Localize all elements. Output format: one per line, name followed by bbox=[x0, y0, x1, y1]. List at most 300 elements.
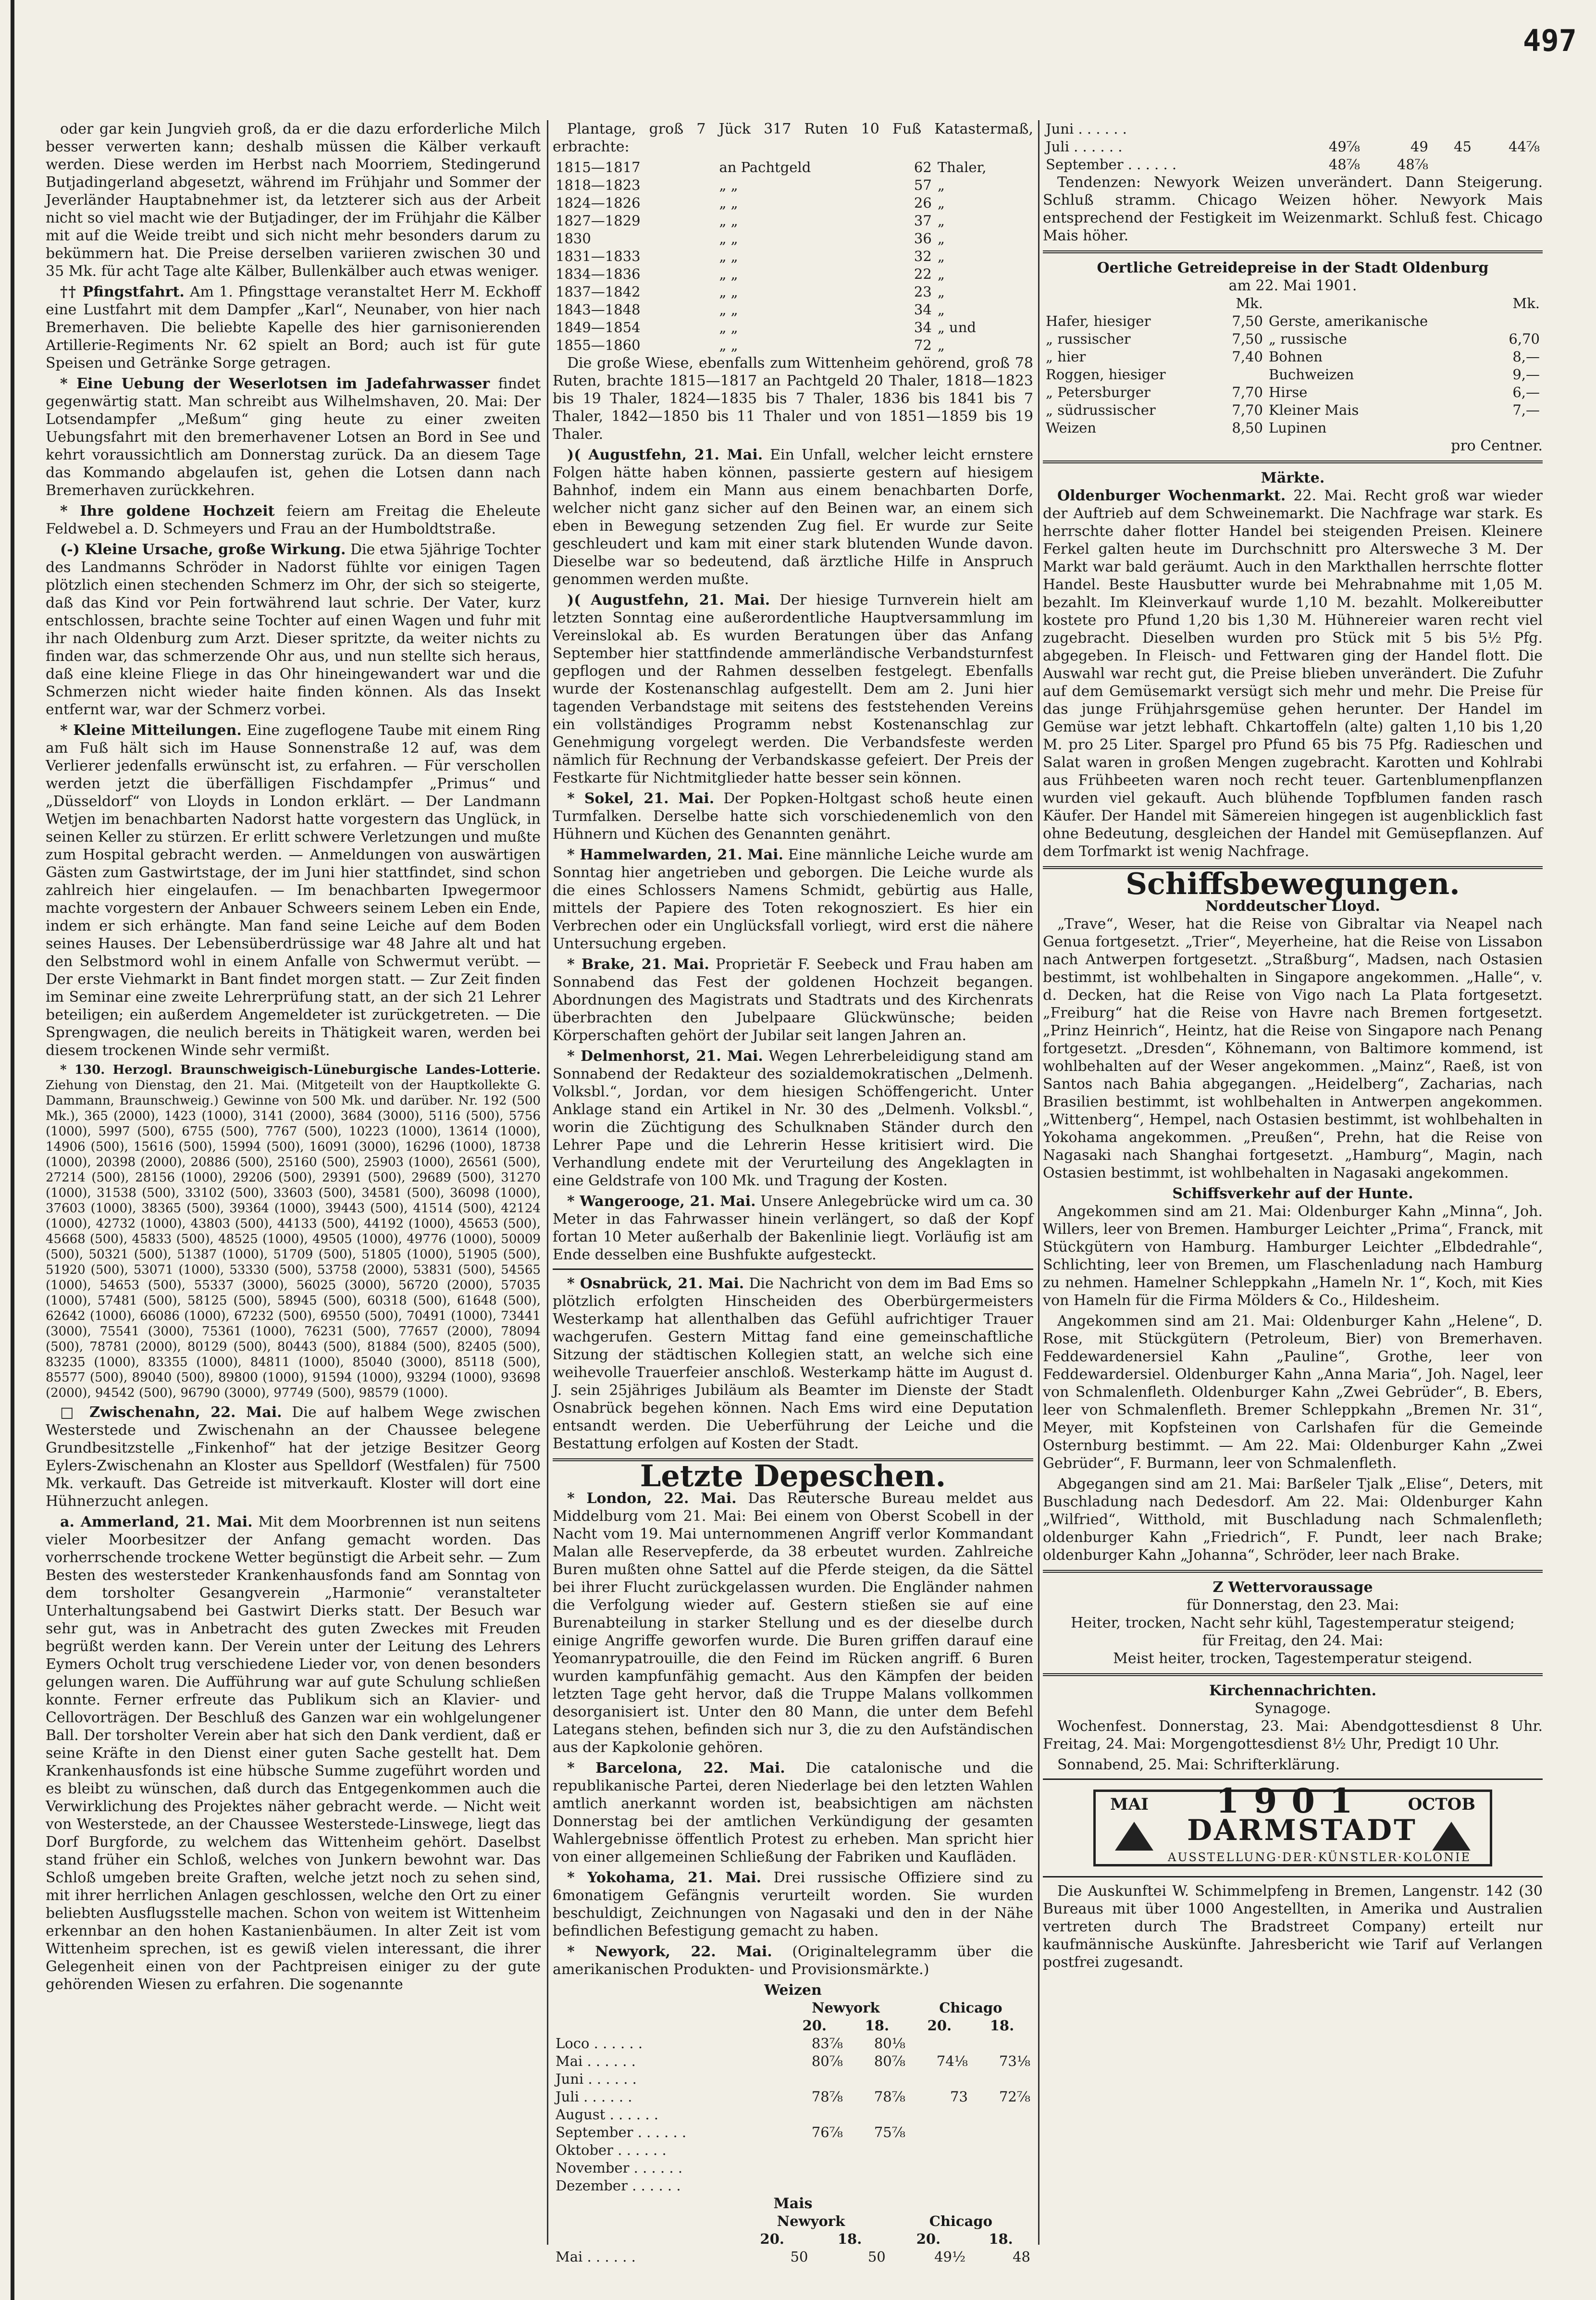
table-cell: 83⅞ bbox=[811, 2035, 843, 2051]
table-row bbox=[1043, 366, 1543, 384]
weizen-table bbox=[553, 1999, 1033, 2195]
table-cell bbox=[1043, 295, 1215, 312]
table-cell: 80⅞ bbox=[811, 2053, 843, 2069]
table-cell bbox=[553, 2017, 783, 2035]
subsection-title: Schiffsverkehr auf der Hunte. bbox=[1172, 1185, 1413, 1202]
table-cell: 22 bbox=[914, 266, 932, 282]
column-rule bbox=[547, 120, 548, 2245]
table-row bbox=[553, 176, 1033, 194]
article bbox=[46, 283, 541, 372]
article-text: Proprietär F. Seebeck und Frau haben am Sonnabend das Fest der goldenen Hochzeit begangen. Abordnungen des Magistrats und Stadtrats und des Kirchenrats überbrachten den Jubelpaare Glückwünsche; beiden Körperschaften gehört der Jubilar seit langen Jahren an. bbox=[553, 956, 1034, 1044]
table-cell: Roggen, hiesiger bbox=[1046, 366, 1166, 383]
article-text: Tendenzen: Newyork Weizen unverändert. Dann Steigerung. Schluß stramm. Chicago Weizen höher. Newyork Mais entsprechend der Festigkeit im Weizenmarkt. Schluß fest. Chicago Mais höher. bbox=[1043, 174, 1543, 244]
table-cell: November . . . . . . bbox=[556, 2160, 683, 2176]
mais-table bbox=[553, 2213, 1033, 2266]
article-text: Die große Wiese, ebenfalls zum Wittenheim gehörend, groß 78 Ruten, brachte 1815—1817 an Pachtgeld 20 Thaler, 1818—1823 bis 19 Thaler, 1824—1835 bis 7 Thaler, 1836 bis 1841 bis 7 Thaler, 1842—1850 bis 11 Thaler und von 1851—1859 bis 19 Thaler. bbox=[553, 355, 1033, 443]
table-header-row bbox=[553, 2230, 1033, 2248]
table-cell: August . . . . . . bbox=[556, 2106, 659, 2123]
table-cell: 34 bbox=[914, 301, 932, 318]
getreide-footnote: pro Centner. bbox=[1451, 437, 1543, 454]
triangle-icon bbox=[1115, 1822, 1153, 1851]
table-header-row bbox=[553, 2017, 1033, 2035]
table-cell bbox=[553, 1999, 783, 2017]
table-cell bbox=[783, 2141, 846, 2159]
table-cell: „ „ bbox=[719, 284, 738, 300]
table-cell: „ russischer bbox=[1046, 331, 1131, 347]
article-text: Die Nachricht von dem im Bad Ems so plötzlich erfolgten Hinscheiden des Oberbürgermeisters Westerkamp hat allenthalben das Gefühl aufrichtiger Trauer wachgerufen. Gestern Mittag fand eine gemeinschaftliche Sitzung der städtischen Kollegien statt, an welche sich eine weihevolle Trauerfeier anschloß. Westerkamp hätte im August d. J. sein 25jähriges Jubiläum als Beamter im Dienste der Stadt Osnabrück begehen können. Nach Ems wird eine Deputation entsandt werden. Die Ueberführung der Leiche und die Bestattung erfolgen auf Kosten der Stadt. bbox=[553, 1275, 1033, 1452]
article-text: Abgegangen sind am 21. Mai: Barßeler Tjalk „Elise“, Deters, mit Buschladung nach Dedesdorf. Am 22. Mai: Oldenburger Kahn „Wilfried“, Witthold, mit Buschladung nach Schmalenfleth; oldenburger Kahn „Friedrich“, F. Pundt, leer nach Brake; oldenburger Kahn „Johanna“, Schröder, leer nach Brake. bbox=[1043, 1476, 1543, 1564]
article-text: Ziehung von Dienstag, den 21. Mai. (Mitgeteilt von der Hauptkollekte G. Dammann, Braunschweig.) Gewinne von 500 Mk. und darüber. Nr. 192 (500 Mk.), 365 (2000), 1423 (1000), 3141 (2000), 3684 (3000), 5116 (500), 5756 (1000), 5997 (500), 6755 (500), 7767 (500), 10223 (1000), 13614 (1000), 14906 (500), 15616 (500), 15994 (500), 16091 (3000), 16296 (1000), 18738 (1000), 20398 (2000), 20886 (500), 25160 (500), 25903 (1000), 26561 (500), 27214 (500), 28156 (1000), 29206 (500), 29391 (500), 29689 (500), 31270 (1000), 31538 (500), 33102 (500), 33603 (500), 34581 (500), 36098 (1000), 37603 (1000), 38365 (500), 39364 (1000), 39443 (500), 41514 (500), 42124 (1000), 42732 (1000), 43803 (500), 44133 (500), 44192 (1000), 45653 (500), 45668 (500), 45833 (500), 48525 (1000), 49505 (1000), 49776 (1000), 50009 (500), 50321 (500), 51387 (1000), 51709 (500), 51805 (1000), 51905 (500), 51920 (500), 53071 (1000), 53330 (500), 53758 (2000), 53831 (500), 54565 (1000), 54653 (500), 55337 (3000), 56025 (3000), 56720 (2000), 57035 (1000), 57481 (500), 58125 (500), 58945 (500), 60318 (500), 61648 (500), 62642 (1000), 66086 (1000), 67232 (500), 69550 (500), 70491 (1000), 73441 (3000), 75541 (3000), 75361 (1000), 76231 (500), 77657 (2000), 78094 (500), 78781 (2000), 80129 (500), 80443 (500), 81884 (500), 82405 (500), 83235 (1000), 83355 (1000), 84811 (1000), 85040 (3000), 85118 (500), 85577 (500), 89040 (500), 89800 (1000), 91594 (1000), 93294 (1000), 93698 (2000), 94542 (500), 96790 (3000), 97749 (500), 98579 (1000). bbox=[46, 1078, 541, 1400]
table-cell: Gerste, amerikanische bbox=[1268, 313, 1428, 329]
table-cell: „ bbox=[937, 266, 945, 282]
article-text: Mit dem Moorbrennen ist nun seitens vieler Moorbesitzer der Anfang gemacht worden. Das vorherrschende trockene Wetter begünstigt die Arbeit sehr. — Zum Besten des westersteder Krankenhausfonds fand am Sonntag von dem torsholter Gesangverein „Harmonie“ veranstalteter Unterhaltungsabend bei Gastwirt Dierks statt. Der Besuch war sehr gut, was in Anbetracht des guten Zweckes mit Freuden begrüßt werden kann. Der Verein unter der Leitung des Lehrers Eymers Ocholt trug verschiedene Lieder vor, von denen besonders gelungen waren. Die Aufführung war auf gute Schulung schließen konnte. Ferner erfreute das Publikum sich an Klavier- und Cellovorträgen. Der Beschluß des Ganzen war ein wohlgelungener Ball. Der torsholter Verein aber hat sich den Dank verdient, daß er seine Kräfte in den Dienst einer guten Sache gestellt hat. Dem Krankenhausfonds ist eine hübsche Summe zugeführt worden und es bleibt zu wünschen, daß durch das Entgegenkommen auch die Verwirklichung des Projektes näher gebracht werde. — Nicht weit von Westerstede, an der Chaussee Westerstede-Linswege, liegt das Dorf Burgforde, zu welchem das Wittenheim gehört. Daselbst stand früher ein Schloß, welches von Junkern bewohnt war. Das Schloß umgeben breite Graften, welche jetzt noch zu sehen sind, mit ihrer herrlichen Anlagen geschlossen, welche den Ort zu einer beliebten Ausflugsstelle machen. Schon von weitem ist Wittenheim erkennbar an den hohen Kastanienbäumen. In alter Zeit ist vom Wittenheim sprechen, ist es gewiß vielen interessant, die ihrer Gelegenheit einen von der Pachtpreisen einiger zu der gute gehörenden Wiesen zu erfahren. Die sogenannte bbox=[46, 1514, 541, 1993]
table-cell bbox=[783, 2159, 846, 2177]
weather-line: Heiter, trocken, Nacht sehr kühl, Tagestemperatur steigend; bbox=[1071, 1615, 1515, 1631]
table-cell: 6,70 bbox=[1509, 331, 1540, 347]
section-title: Letzte Depeschen. bbox=[640, 1458, 946, 1493]
table-cell: 8,50 bbox=[1232, 420, 1263, 436]
table-cell: 32 bbox=[914, 248, 932, 264]
table-cell: Hafer, hiesiger bbox=[1046, 313, 1151, 329]
article bbox=[553, 790, 1033, 843]
article-text: (Originaltelegramm über die amerikanischen Produkten- und Provisionsmärkte.) bbox=[553, 1943, 1033, 1978]
table-row bbox=[1043, 120, 1543, 138]
table-cell: 1837—1842 bbox=[556, 284, 641, 300]
article-heading: * London, 22. Mai. bbox=[567, 1490, 737, 1507]
table-cell: 1830 bbox=[556, 230, 591, 247]
table-cell: Lupinen bbox=[1268, 420, 1327, 436]
table-cell: „ Petersburger bbox=[1046, 384, 1151, 400]
mais-continued-table bbox=[1043, 120, 1543, 174]
table-header: 20. bbox=[916, 2231, 941, 2247]
article-text: Eine männliche Leiche wurde am Sonntag hier angetrieben und geborgen. Die Leiche wurde als die eines Schlossers Namens Schmidt, gebürtig aus Halle, mittels der Papiere des Toten rekognosziert. Es hier ein Verbrechen oder ein Unglücksfall vorliegt, wird erst die nähere Untersuchung ergeben. bbox=[553, 846, 1033, 952]
table-cell: 49 bbox=[1410, 138, 1428, 155]
article-text: Eine zugeflogene Taube mit einem Ring am Fuß hält sich im Hause Sonnenstraße 12 auf, was dem Verlierer jedenfalls erwünscht ist, zu erfahren. — Für verschollen werden jetzt die überfälligen Fischdampfer „Primus“ und „Düsseldorf“ von Lloyds in London erklärt. — Der Landmann Wetjen im benachbarten Nadorst hatte vorgestern das Unglück, in seinen Keller zu stürzen. Er erlitt schwere Verletzungen und mußte zum Hospital gebracht werden. — Anmeldungen von auswärtigen Gästen zum Gastwirtstage, der im Juni hier stattfindet, sind schon zahlreich hier eingelaufen. — Im benachbarten Ipwegermoor machte vorgestern der Anbauer Schweers seinem Leben ein Ende, indem er sich erhängte. Man fand seine Leiche auf dem Boden seines Hauses. Der Lebensüberdrüssige war 48 Jahre alt und hat den Selbstmord wohl in einem Anfalle von Schwermut verübt. — Der erste Viehmarkt in Bant findet morgen statt. — Zur Zeit finden im Seminar eine zweite Lehrerprüfung statt, an der sich 21 Lehrer beteiligen; ein außerdem Angemeldeter ist zurückgetreten. — Die Sprengwagen, die neulich bereits in Thätigkeit waren, werden bei diesem trockenen Winde sehr vermißt. bbox=[46, 722, 541, 1059]
table-cell bbox=[1363, 120, 1431, 138]
table-row bbox=[1043, 138, 1543, 156]
table-cell: „ bbox=[937, 177, 945, 193]
table-row bbox=[1043, 330, 1543, 348]
table-cell: „ „ bbox=[719, 319, 738, 336]
table-cell bbox=[1215, 366, 1266, 384]
table-cell: Loco . . . . . . bbox=[556, 2035, 643, 2051]
article-text: Unsere Anlegebrücke wird um ca. 30 Meter in das Fahrwasser hinein verlängert, so daß der Kopf fortan 10 Meter außerhalb der Bakenlinie liegt. Vorläufig ist am Ende desselben eine Bushfukte aufgesteckt. bbox=[553, 1193, 1033, 1263]
table-cell: 72⅞ bbox=[999, 2089, 1030, 2105]
table-cell bbox=[908, 2159, 971, 2177]
table-cell bbox=[846, 2070, 908, 2088]
table-cell bbox=[1492, 312, 1543, 330]
article-text: Plantage, groß 7 Jück 317 Ruten 10 Fuß Katastermaß, erbrachte: bbox=[553, 121, 1033, 155]
article-heading: * Kleine Mitteilungen. bbox=[60, 722, 242, 739]
article-heading: * Sokel, 21. Mai. bbox=[567, 790, 715, 807]
logo-text: MAI bbox=[1110, 1795, 1149, 1814]
table-row bbox=[553, 2141, 1033, 2159]
table-cell: „ hier bbox=[1046, 348, 1086, 365]
table-cell bbox=[783, 2106, 846, 2124]
table-cell: 9,— bbox=[1512, 366, 1540, 383]
table-cell bbox=[1431, 156, 1474, 174]
table-cell bbox=[1266, 295, 1492, 312]
table-cell bbox=[1295, 120, 1363, 138]
article-text: Wegen Lehrerbeleidigung stand am Sonnabend der Redakteur des sozialdemokratischen „Delmenh. Volksbl.“, Jordan, vor dem hiesigen Schöffengericht. Unter Anklage stand ein Artikel in Nr. 30 des „Delmenh. Volksbl.“, worin die Züchtigung des Schulknaben Ständer durch den Lehrer Pape und die Lehrerin Hesse kritisiert wird. Die Verhandlung endete mit der Verurteilung des Angeklagten in eine Geldstrafe von 100 Mk. und Tragung der Kosten. bbox=[553, 1048, 1033, 1189]
table-row bbox=[1043, 384, 1543, 401]
table-cell: 34 bbox=[914, 319, 932, 336]
table-cell bbox=[908, 2141, 971, 2159]
table-header: 20. bbox=[927, 2017, 952, 2034]
article-text: „Trave“, Weser, hat die Reise von Gibraltar via Neapel nach Genua fortgesetzt. „Trier“, Meyerheine, hat die Reise von Lissabon nach Antwerpen fortgesetzt. „Straßburg“, Madsen, nach Ostasien bestimmt, ist wohlbehalten in Singapore angekommen. „Halle“, v. d. Decken, hat die Reise von Vigo nach La Plata fortgesetzt. „Freiburg“ hat die Reise von Havre nach Bremen fortgesetzt. „Prinz Heinrich“, Heintz, hat die Reise von Singapore nach Penang fortgesetzt. „Dresden“, Köhnemann, von Baltimore kommend, ist wohlbehalten auf der Weser angekommen. „Mainz“, Raeß, ist von Santos nach Bahia abgegangen. „Heidelberg“, Zacharias, nach Brasilien bestimmt, ist wohlbehalten in Antwerpen angekommen. „Wittenberg“, Hempel, nach Ostasien bestimmt, ist wohlbehalten in Yokohama angekommen. „Preußen“, Prehn, hat die Reise von Nagasaki nach Shanghai fortgesetzt. „Hamburg“, Magin, nach Ostasien bestimmt, ist wohlbehalten in Nagasaki angekommen. bbox=[1043, 916, 1543, 1181]
column-2 bbox=[553, 120, 1034, 2265]
table-cell: 37 bbox=[914, 212, 932, 229]
table-cell: 7,50 bbox=[1232, 313, 1263, 329]
table-cell: „ südrussischer bbox=[1046, 402, 1156, 418]
table-cell: Juli . . . . . . bbox=[556, 2089, 632, 2105]
article bbox=[46, 1404, 541, 1510]
article-heading: a. Ammerland, 21. Mai. bbox=[60, 1514, 253, 1530]
table-cell: 1849—1854 bbox=[556, 319, 641, 336]
table-cell: Mai . . . . . . bbox=[556, 2249, 636, 2265]
table-cell: 8,— bbox=[1512, 348, 1540, 365]
article bbox=[553, 446, 1033, 588]
table-row bbox=[553, 301, 1033, 319]
table-row bbox=[553, 2177, 1033, 2195]
table-cell: 26 bbox=[914, 195, 932, 211]
section-title: Z Wettervoraussage bbox=[1212, 1579, 1373, 1596]
table-row bbox=[553, 2248, 1033, 2266]
article bbox=[553, 1869, 1033, 1940]
table-cell: „ bbox=[937, 337, 945, 353]
article-heading: * Newyork, 22. Mai. bbox=[567, 1943, 772, 1960]
table-row bbox=[1043, 348, 1543, 366]
table-header: Chicago bbox=[939, 2000, 1002, 2016]
table-cell: Oktober . . . . . . bbox=[556, 2142, 667, 2158]
table-cell: „ „ bbox=[719, 230, 738, 247]
column-rule bbox=[1038, 120, 1039, 2245]
article-heading: Oldenburger Wochenmarkt. bbox=[1057, 487, 1286, 504]
table-cell: 48⅞ bbox=[1328, 156, 1360, 173]
article-heading: †† Pfingstfahrt. bbox=[60, 284, 185, 300]
table-cell: 1855—1860 bbox=[556, 337, 641, 353]
table-header: Chicago bbox=[929, 2213, 993, 2229]
table-row bbox=[1043, 419, 1543, 437]
table-cell bbox=[971, 2124, 1033, 2141]
table-cell: Thaler, bbox=[937, 159, 987, 175]
table-cell: 1824—1826 bbox=[556, 195, 641, 211]
logo-text: DARMSTADT bbox=[1187, 1814, 1417, 1847]
table-row bbox=[553, 319, 1033, 336]
table-row bbox=[1043, 156, 1543, 174]
article-heading: )( Augustfehn, 21. Mai. bbox=[567, 592, 770, 609]
table-cell bbox=[971, 2159, 1033, 2177]
article-heading: * Eine Uebung der Weserlotsen im Jadefahrwasser bbox=[60, 375, 490, 392]
logo-text: 1901 bbox=[1216, 1781, 1367, 1821]
article-text: Das Reutersche Bureau meldet aus Middelburg vom 21. Mai: Bei einem von Oberst Scobell in der Nacht vom 19. Mai unternommenen Angriff verlor Kommandant Malan alle Reservepferde, da 38 erbeutet wurden. Zahlreiche Buren mußten ohne Sattel auf die Pferde steigen, da die Sättel bei ihrer Flucht zurückgelassen wurden. Die Engländer nahmen die Verfolgung wieder auf. Gestern stießen sie auf eine Burenabteilung in starker Stellung und es der dieselbe durch einige Angriffe geworfen wurde. Die Buren griffen darauf eine Yeomanrypatrouille, die den Feind im Rücken angriff. 6 Buren wurden kampfunfähig gemacht. Aus den Kämpfen der beiden letzten Tage geht hervor, daß die Truppe Malans vollkommen desorganisiert ist. Unter den 80 Mann, die unter dem Befehl Lategans stehen, befinden sich nur 3, die zu den Aufständischen aus der Kapkolonie gehören. bbox=[553, 1490, 1033, 1756]
weather-line: für Donnerstag, den 23. Mai: bbox=[1186, 1597, 1399, 1614]
article-text: Am 1. Pfingsttage veranstaltet Herr M. Eckhoff eine Lustfahrt mit dem Dampfer „Karl“, Neunaber, von hier nach Bremerhaven. Die beliebte Kapelle des hier garnisonierenden Artillerie-Regiments Nr. 62 spielt an Bord; auch ist für gute Speisen und Getränke Sorge getragen. bbox=[46, 284, 541, 372]
table-cell: „ und bbox=[937, 319, 976, 336]
article-text: Die auf halbem Wege zwischen Westerstede und Zwischenahn an der Chaussee belegene Grundbesitzstelle „Finkenhof“ hat der jetzige Besitzer Georg Eylers-Zwischenahn an Kloster aus Spelldorf (Westfalen) für 7500 Mk. verkauft. Das Getreide ist mitverkauft. Kloster will dort eine Hühnerzucht anlegen. bbox=[46, 1404, 541, 1510]
table-cell: 78⅞ bbox=[874, 2089, 905, 2105]
article-text: Der Popken-Holtgast schoß heute einen Turmfalken. Derselbe hatte sich vorschiedenemlich von den Hühnern und Küchen des Genannten genährt. bbox=[553, 790, 1033, 843]
table-cell bbox=[908, 2070, 971, 2088]
triangle-icon bbox=[1432, 1822, 1471, 1851]
page-number: 497 bbox=[1523, 23, 1577, 58]
table-cell: 75⅞ bbox=[874, 2124, 905, 2140]
table-cell: 36 bbox=[914, 230, 932, 247]
article-text: findet gegenwärtig statt. Man schreibt aus Wilhelmshaven, 20. Mai: Der Lotsendampfer „Meßum“ ging heute zu einer zweiten Uebungsfahrt mit den bremerhavener Lotsen an Bord in See und kehrt voraussichtlich am Donnerstag zurück. Da an diesem Tage das Kommando abgelaufen ist, gehen die Lotsen dann nach Bremerhaven zurückkehren. bbox=[46, 375, 541, 499]
article-heading: * Yokohama, 21. Mai. bbox=[567, 1869, 762, 1886]
table-cell: 45 bbox=[1454, 138, 1472, 155]
table-cell: 49½ bbox=[934, 2249, 966, 2265]
weather-line: Meist heiter, trocken, Tagestemperatur steigend. bbox=[1113, 1650, 1472, 1667]
advertisement-text: Die Auskunftei W. Schimmelpfeng in Bremen, Langenstr. 142 (30 Bureaus mit über 1000 Angestellten, in Amerika und Australien vertreten durch The Bradstreet Company) erteilt nur kaufmännische Auskünfte. Jahresbericht wie Tarif auf Verlangen postfrei zugesandt. bbox=[1043, 1883, 1543, 1971]
table-row bbox=[1043, 401, 1543, 419]
article-text: oder gar kein Jungvieh groß, da er die dazu erforderliche Milch besser verwerten kann; deshalb müssen die Kälber verkauft werden. Diese werden im Herbst nach Moorriem, Stedingerund Butjadingerland abgesetzt, während im Frühjahr und Sommer der Jeverländer Hauptabnehmer ist, da letzterer sich aus der Arbeit nicht so viel macht wie der Butjadinger, der im Frühjahr die Kälber mit auf die Weide treibt und sich nicht mehr besonders darum zu bekümmern hat. Die Preise derselben variieren zwischen 30 und 35 Mk. für acht Tage alte Kälber, Bullenkälber auch etwas weniger. bbox=[46, 121, 541, 280]
table-cell: 1827—1829 bbox=[556, 212, 641, 229]
table-row bbox=[553, 336, 1033, 354]
table-header: 20. bbox=[760, 2231, 784, 2247]
table-cell: Dezember . . . . . . bbox=[556, 2177, 681, 2194]
table-cell: 6,— bbox=[1512, 384, 1540, 400]
table-cell bbox=[846, 2106, 908, 2124]
table-cell: 50 bbox=[867, 2249, 886, 2265]
section-title: Schiffsbewegungen. bbox=[1126, 866, 1460, 901]
table-cell: Hirse bbox=[1268, 384, 1308, 400]
table-row bbox=[553, 2124, 1033, 2141]
table-cell: 72 bbox=[914, 337, 932, 353]
table-row bbox=[553, 230, 1033, 248]
table-cell: Buchweizen bbox=[1268, 366, 1354, 383]
article bbox=[46, 502, 541, 538]
table-cell: „ bbox=[937, 301, 945, 318]
table-cell: Juni . . . . . . bbox=[556, 2071, 637, 2087]
table-row bbox=[553, 248, 1033, 265]
article bbox=[46, 1062, 541, 1401]
divider bbox=[1043, 1673, 1543, 1676]
table-cell bbox=[908, 2124, 971, 2141]
article-text: Der hiesige Turnverein hielt am letzten Sonntag eine außerordentliche Hauptversammlung im Vereinslokal ab. Es wurden Beratungen über das Anfang September hier stattfindende ammerländische Verbandsturnfest gepflogen und der Rahmen desselben festgelegt. Ebenfalls wurde der Kostenanschlag aufgestellt. Dem am 2. Juni hier tagenden Verbandstage mit seitens des feststehenden Vereins ein vollständiges Programm nebst Kostenanschlag zur Genehmigung vorgelegt werden. Die Verbandsfeste werden nämlich für Rechnung der Verbandskasse gefeiert. Der Preis der Festkarte für Nichtmitglieder hatte besser sein können. bbox=[553, 592, 1033, 786]
table-cell: Mai . . . . . . bbox=[556, 2053, 636, 2069]
subsection-title: Synagoge. bbox=[1254, 1700, 1331, 1717]
article-heading: * 130. Herzogl. Braunschweigisch-Lüneburgische Landes-Lotterie. bbox=[60, 1063, 541, 1077]
table-row bbox=[553, 2106, 1033, 2124]
table-cell bbox=[908, 2177, 971, 2195]
table-cell: Kleiner Mais bbox=[1268, 402, 1359, 418]
article bbox=[553, 1275, 1033, 1453]
divider bbox=[1043, 250, 1543, 253]
table-cell bbox=[1474, 120, 1543, 138]
table-row bbox=[553, 159, 1033, 176]
table-cell: „ „ bbox=[719, 337, 738, 353]
table-cell: 7,40 bbox=[1232, 348, 1263, 365]
table-cell: Juni . . . . . . bbox=[1046, 121, 1127, 137]
table-cell bbox=[971, 2070, 1033, 2088]
article-heading: □ Zwischenahn, 22. Mai. bbox=[60, 1404, 282, 1421]
table-cell: „ bbox=[937, 230, 945, 247]
divider bbox=[553, 1268, 1033, 1270]
table-cell: 73 bbox=[950, 2089, 968, 2105]
table-row bbox=[553, 194, 1033, 212]
article-text: feiern am Freitag die Eheleute Feldwebel a. D. Schmeyers und Frau an der Humboldtstraße. bbox=[46, 503, 541, 537]
table-cell: „ „ bbox=[719, 248, 738, 264]
article bbox=[553, 1490, 1033, 1756]
article bbox=[553, 1193, 1033, 1264]
table-cell: „ russische bbox=[1268, 331, 1347, 347]
article-text: Drei russische Offiziere sind zu 6monatigem Gefängnis verurteilt worden. Sie wurden beschuldigt, Zeichnungen von Nagasaki und den in der Nähe befindlichen Befestigung gemacht zu haben. bbox=[553, 1869, 1033, 1939]
table-header: 18. bbox=[865, 2017, 890, 2034]
article-text: Angekommen sind am 21. Mai: Oldenburger Kahn „Helene“, D. Rose, mit Stückgütern (Petroleum, Bier) von Bremerhaven. Feddewardenersiel Kahn „Pauline“, Grothe, leer von Feddewardersiel. Oldenburger Kahn „Anna Maria“, Joh. Nagel, leer von Schmalenfleth. Oldenburger Kahn „Zwei Gebrüder“, B. Ebers, leer von Schmalenfleth. Bremer Schleppkahn „Bremen Nr. 31“, Meyer, mit Kopfsteinen von Carlshafen für die Gemeinde Osternburg bestimmt. — Am 22. Mai: Oldenburger Kahn „Zwei Gebrüder“, F. Burmann, leer von Schmalenfleth. bbox=[1043, 1313, 1543, 1472]
article-heading: * Brake, 21. Mai. bbox=[567, 956, 709, 973]
table-header: Mk. bbox=[1512, 295, 1540, 311]
weather-line: für Freitag, den 24. Mai: bbox=[1202, 1632, 1384, 1649]
article-text: Sonnabend, 25. Mai: Schrifterklärung. bbox=[1057, 1756, 1340, 1773]
darmstadt-exhibition-logo bbox=[1093, 1781, 1492, 1866]
logo-text: AUSSTELLUNG·DER·KÜNSTLER·KOLONIE bbox=[1168, 1851, 1472, 1864]
table-row bbox=[553, 2159, 1033, 2177]
table-cell bbox=[783, 2177, 846, 2195]
table-title: Mais bbox=[773, 2195, 813, 2212]
table-cell: 1815—1817 bbox=[556, 159, 641, 175]
table-cell: 57 bbox=[914, 177, 932, 193]
table-header: Newyork bbox=[777, 2213, 845, 2229]
table-cell: 1831—1833 bbox=[556, 248, 641, 264]
table-header-row bbox=[553, 1999, 1033, 2017]
subsection-title: Norddeutscher Lloyd. bbox=[1205, 898, 1380, 915]
table-cell: „ bbox=[937, 195, 945, 211]
table-cell: 48⅞ bbox=[1397, 156, 1428, 173]
column-3 bbox=[1043, 120, 1543, 2245]
table-cell: 7,— bbox=[1512, 402, 1540, 418]
article-heading: * Delmenhorst, 21. Mai. bbox=[567, 1048, 763, 1065]
article-text: Ein Unfall, welcher leicht ernstere Folgen hätte haben können, passierte gestern auf hiesigem Bahnhof, indem ein Mann aus einem benachbarten Dorfe, welcher nicht ganz sicher auf den Beinen war, an einem sich eben in Bewegung setzenden Zug fiel. Er wurde zur Seite geschleudert und kam mit einer stark blutenden Wunde davon. Dieselbe war so bedeutend, daß ärztliche Hilfe in Anspruch genommen werden mußte. bbox=[553, 447, 1033, 588]
article bbox=[553, 1943, 1033, 1978]
article bbox=[553, 1759, 1033, 1866]
table-cell: 49⅞ bbox=[1328, 138, 1360, 155]
article-text: Wochenfest. Donnerstag, 23. Mai: Abendgottesdienst 8 Uhr. Freitag, 24. Mai: Morgengottesdienst 8½ Uhr, Predigt 10 Uhr. bbox=[1043, 1718, 1543, 1753]
divider bbox=[1043, 1876, 1543, 1877]
table-row bbox=[1043, 312, 1543, 330]
table-cell bbox=[846, 2141, 908, 2159]
table-cell: „ „ bbox=[719, 212, 738, 229]
page-border bbox=[11, 0, 14, 2300]
table-cell: 76⅞ bbox=[811, 2124, 843, 2140]
table-cell: Bohnen bbox=[1268, 348, 1323, 365]
article-text: 22. Mai. Recht groß war wieder der Auftrieb auf dem Schweinemarkt. Die Nachfrage war stark. Es herrschte daher flotter Handel bei steigenden Preisen. Kleinere Ferkel galten heute im Durchschnitt pro Altersweche 3 M. Der Markt war bald geräumt. Auch in den Markthallen herrschte flotter Handel. Beste Hausbutter wurde bei Mehrabnahme mit 1,05 M. bezahlt. Im Kleinverkauf wurde 1,10 M. bezahlt. Molkereibutter kostete pro Pfund 1,20 bis 1,30 M. Hühnereier waren recht viel zugebracht. Dieselben wurden pro Stück mit 5 bis 5½ Pfg. abgegeben. In Fleisch- und Fettwaren ging der Handel flott. Die Auswahl war recht gut, die Preise blieben unverändert. Die Zufuhr auf dem Gemüsemarkt versügt sich mehr und mehr. Die Preise für das junge Frühjahrsgemüse gehen herunter. Der Handel im Gemüse war jetzt lebhaft. Chkartoffeln (alte) galten 1,10 bis 1,20 M. pro 25 Liter. Spargel pro Pfund 65 bis 75 Pfg. Radieschen und Salat waren in großen Mengen zugebracht. Karotten und Kohlrabi aus Frühbeeten waren noch recht teuer. Gartenblumenpflanzen wurden viel gekauft. Auch blühende Topfblumen fanden rasch Käufer. Der Handel mit Sämereien hingegen ist augenblicklich fast ohne Bedeutung, desgleichen der Handel mit Gemüsepflanzen. Auf dem Torfmarkt ist wenig Nachfrage. bbox=[1043, 487, 1543, 860]
article bbox=[1043, 487, 1543, 860]
section-title: Kirchennachrichten. bbox=[1209, 1682, 1377, 1699]
table-cell: „ bbox=[937, 284, 945, 300]
table-cell bbox=[553, 2230, 733, 2248]
article-text: Angekommen sind am 21. Mai: Oldenburger Kahn „Minna“, Joh. Willers, leer von Bremen. Hamburger Leichter „Prima“, Franck, mit Stückgütern von Hamburg. Hamburger Leichter „Elbdedrahle“, Schlichting, leer von Bremen, um Flaschenladung nach Hamburg zu nehmen. Hamelner Schleppkahn „Hameln Nr. 1“, Koch, mit Kies von Hameln für die Firma Mölders & Co., Hildesheim. bbox=[1043, 1203, 1543, 1309]
table-cell: „ bbox=[937, 212, 945, 229]
table-cell: 44⅞ bbox=[1508, 138, 1540, 155]
article bbox=[46, 721, 541, 1059]
divider bbox=[1043, 1570, 1543, 1573]
table-row bbox=[553, 2035, 1033, 2052]
table-cell bbox=[971, 2141, 1033, 2159]
table-cell bbox=[553, 2213, 733, 2230]
article-text: Die catalonische und die republikanische Partei, deren Niederlage bei den letzten Wahlen amtlich anerkannt worden ist, beabsichtigen am nächsten Donnerstag bei der amtlichen Verkündigung der gesamten Wahlergebnisse öffentlich Protest zu erheben. Man spricht hier von einer allgemeinen Schließung der Fabriken und Kaufläden. bbox=[553, 1760, 1033, 1865]
table-title: Weizen bbox=[764, 1982, 822, 1999]
table-cell: an Pachtgeld bbox=[719, 159, 811, 175]
article bbox=[553, 846, 1033, 953]
table-cell: 48 bbox=[1013, 2249, 1030, 2265]
article-heading: * Hammelwarden, 21. Mai. bbox=[567, 846, 783, 863]
table-cell: 7,70 bbox=[1232, 402, 1263, 418]
article-text: Die etwa 5jährige Tochter des Landmanns Schröder in Nadorst fühlte vor einigen Tagen plötzlich einen stechenden Schmerz im Ohr, der sich so steigerte, daß das Kind vor Pein fortwährend laut schrie. Der Vater, kurz entschlossen, brachte seine Tochter auf einen Wagen und fuhr mit ihr nach Oldenburg zum Arzt. Dieser spritzte, da weiter nichts zu finden war, das schmerzende Ohr aus, und nun stellte sich heraus, daß eine kleine Fliege in das Ohr hineingewandert war und die Schmerzen nicht wieder haite finden können. Als das Insekt entfernt war, war der Schmerz vorbei. bbox=[46, 541, 541, 718]
section-title: Märkte. bbox=[1261, 470, 1325, 486]
table-cell bbox=[908, 2106, 971, 2124]
article-heading: * Ihre goldene Hochzeit bbox=[60, 503, 275, 520]
table-cell: 62 bbox=[914, 159, 932, 175]
section-subtitle: am 22. Mai 1901. bbox=[1228, 277, 1357, 294]
table-header-row bbox=[1043, 295, 1543, 312]
table-cell: „ „ bbox=[719, 301, 738, 318]
table-header: 20. bbox=[802, 2017, 827, 2034]
table-cell: „ „ bbox=[719, 177, 738, 193]
table-cell: Juli . . . . . . bbox=[1046, 138, 1123, 155]
table-cell: „ „ bbox=[719, 195, 738, 211]
article-heading: * Osnabrück, 21. Mai. bbox=[567, 1275, 744, 1292]
table-cell: Weizen bbox=[1046, 420, 1096, 436]
table-header: Newyork bbox=[812, 2000, 880, 2016]
table-cell bbox=[846, 2159, 908, 2177]
article bbox=[553, 1047, 1033, 1190]
table-cell: 1818—1823 bbox=[556, 177, 641, 193]
getreide-table bbox=[1043, 295, 1543, 437]
table-cell: 23 bbox=[914, 284, 932, 300]
article bbox=[46, 541, 541, 719]
table-header-row bbox=[553, 2213, 1033, 2230]
table-cell: 1834—1836 bbox=[556, 266, 641, 282]
table-row bbox=[553, 283, 1033, 301]
table-cell: 73⅛ bbox=[999, 2053, 1030, 2069]
article-heading: * Wangerooge, 21. Mai. bbox=[567, 1193, 756, 1210]
table-header: 18. bbox=[837, 2231, 862, 2247]
article bbox=[46, 375, 541, 499]
table-cell: 50 bbox=[790, 2249, 808, 2265]
table-row bbox=[553, 265, 1033, 283]
table-cell: 7,50 bbox=[1232, 331, 1263, 347]
table-row bbox=[553, 2070, 1033, 2088]
column-1 bbox=[46, 120, 541, 2245]
table-cell: „ bbox=[937, 248, 945, 264]
section-title: Oertliche Getreidepreise in der Stadt Oldenburg bbox=[1097, 260, 1489, 276]
table-cell: 78⅞ bbox=[811, 2089, 843, 2105]
article-heading: (-) Kleine Ursache, große Wirkung. bbox=[60, 541, 346, 558]
table-cell bbox=[1431, 120, 1474, 138]
table-header: 18. bbox=[990, 2017, 1015, 2034]
table-cell bbox=[971, 2035, 1033, 2052]
table-cell: 7,70 bbox=[1232, 384, 1263, 400]
table-row bbox=[553, 2052, 1033, 2070]
article-heading: * Barcelona, 22. Mai. bbox=[567, 1760, 785, 1777]
table-row bbox=[553, 2088, 1033, 2106]
article bbox=[553, 591, 1033, 787]
table-cell bbox=[846, 2177, 908, 2195]
table-cell: „ „ bbox=[719, 266, 738, 282]
table-cell: 74⅛ bbox=[936, 2053, 968, 2069]
table-header: Mk. bbox=[1236, 295, 1263, 311]
table-cell: 1843—1848 bbox=[556, 301, 641, 318]
table-cell bbox=[908, 2035, 971, 2052]
logo-text: OCTOB bbox=[1408, 1795, 1475, 1814]
table-cell: September . . . . . . bbox=[556, 2124, 687, 2140]
divider bbox=[1043, 1778, 1543, 1780]
article-heading: )( Augustfehn, 21. Mai. bbox=[567, 447, 763, 463]
table-cell bbox=[971, 2106, 1033, 2124]
divider bbox=[1043, 460, 1543, 463]
table-row bbox=[553, 212, 1033, 230]
